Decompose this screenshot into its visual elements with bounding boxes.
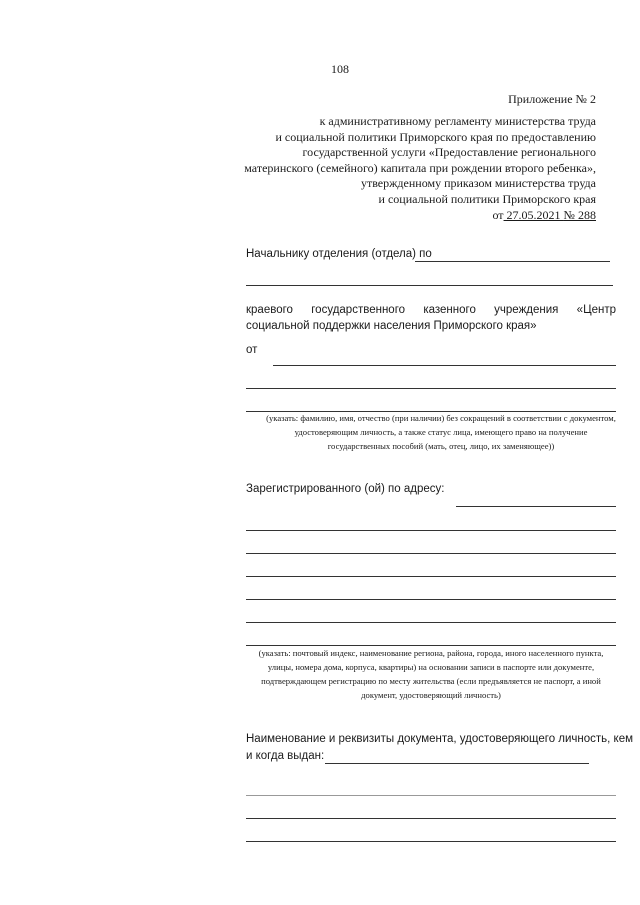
annex-date-line <box>176 208 596 224</box>
annex-line: к административному регламенту министерства труда <box>319 114 596 128</box>
annex-line: материнского (семейного) капитала при рождении второго ребенка», <box>244 160 596 175</box>
address-hint: (указать: почтовый индекс, наименование региона, района, города, иного населенного пункта, улицы, номера дома, корпуса, квартиры) на основании записи в паспорте или документе, подтверждающем регистрацию по месту жительства (если предъявляется не паспорт, а иной документ, удостоверяющий личность) <box>258 648 604 700</box>
address-field-2[interactable] <box>246 530 616 531</box>
order-number: 288 <box>578 207 596 222</box>
order-date: 27.05.2021 <box>503 207 564 222</box>
annex-line: и социальной политики Приморского края по предоставлению <box>275 129 596 144</box>
address-field-4[interactable] <box>246 576 616 577</box>
head-department-field-2[interactable] <box>246 285 613 286</box>
from-label: от <box>246 344 258 356</box>
id-document-field-2[interactable] <box>246 795 616 796</box>
annex-line: и социальной политики Приморского края <box>378 191 596 206</box>
id-document-label: Наименование и реквизиты документа, удостоверяющего личность, кем <box>246 733 634 745</box>
annex-line: государственной услуги «Предоставление регионального <box>302 145 596 160</box>
address-field-5[interactable] <box>246 599 616 600</box>
id-document-field-3[interactable] <box>246 818 616 819</box>
annex-title: Приложение № 2 <box>508 92 596 106</box>
annex-description <box>176 114 596 223</box>
applicant-name-field-2[interactable] <box>246 388 616 389</box>
page-number: 108 <box>331 62 349 76</box>
id-document-label-2: и когда выдан: <box>246 750 325 762</box>
number-sign: № <box>563 207 578 222</box>
address-field-3[interactable] <box>246 553 616 554</box>
address-field-6[interactable] <box>246 622 616 623</box>
institution-name: краевого государственного казенного учреждения «Центр социальной поддержки населения Приморского края» <box>246 304 616 332</box>
id-document-field-4[interactable] <box>246 841 616 842</box>
applicant-hint: (указать: фамилию, имя, отчество (при наличии) без сокращений в соответствии с документом, удостоверяющим личность, а также статус лица, имеющего право на получение государственных пособий (мать, отец, лицо, их заменяющее)) <box>266 413 616 451</box>
address-field-1[interactable] <box>456 506 616 507</box>
id-document-field-1[interactable] <box>325 763 589 764</box>
address-label: Зарегистрированного (ой) по адресу: <box>246 483 445 495</box>
date-prefix: от <box>492 207 504 222</box>
annex-line: утвержденному приказом министерства труда <box>360 176 596 191</box>
head-department-field[interactable] <box>415 261 610 262</box>
applicant-name-field[interactable] <box>273 365 616 366</box>
head-label: Начальнику отделения (отдела) по <box>246 248 432 260</box>
